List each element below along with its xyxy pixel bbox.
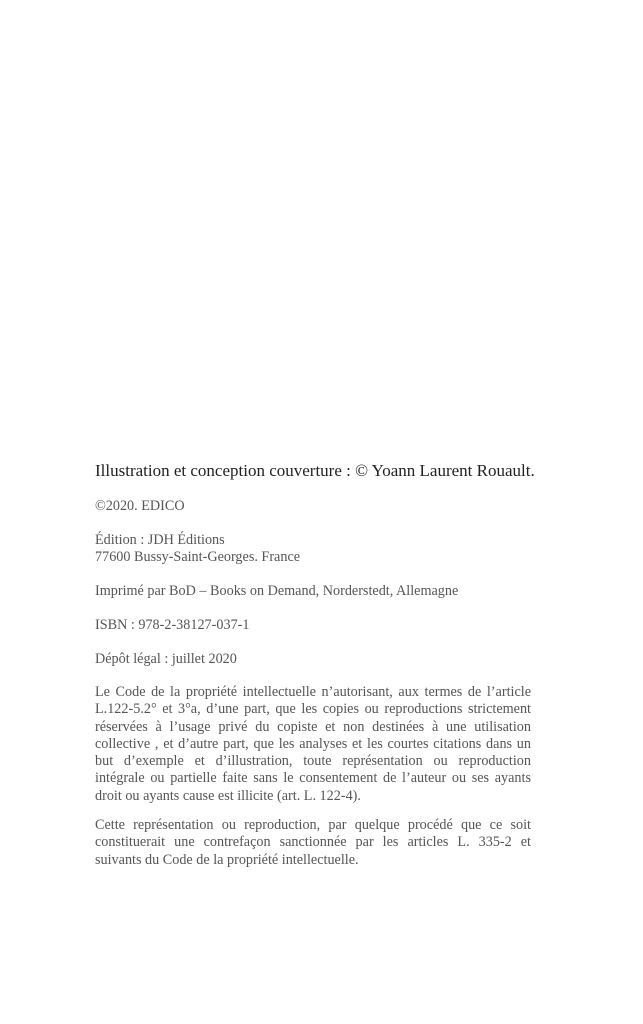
publisher-name: Édition : JDH Éditions: [95, 532, 225, 548]
colophon: [95, 461, 535, 881]
isbn: ISBN : 978-2-38127-037-1: [95, 617, 250, 633]
copyright-notice: ©2020. EDICO: [95, 498, 185, 514]
legal-deposit: Dépôt légal : juillet 2020: [95, 651, 237, 667]
cover-credits: Illustration et conception couverture : © Yoann Laurent Rouault.: [95, 461, 535, 480]
publisher-info: [95, 532, 531, 566]
legal-notice-paragraph: Le Code de la propriété intellectuelle n’autorisant, aux termes de l’article L.122-5.2° et 3°a, d’une part, que les copies ou reproductions strictement réservées à l’usage privé du copiste et non destinées à une utilisation collective , et d’autre part, que les analyses et les courtes citations dans un but d’exemple et d’illustration, toute représentation ou reproduction intégrale ou partielle faite sans le consentement de l’auteur ou ses ayants droit ou ayants cause est illicite (art. L. 122-4).: [95, 684, 531, 804]
legal-notice-paragraph-2: Cette représentation ou reproduction, par quelque procédé que ce soit constituerait une contrefaçon sanctionnée par les articles L. 335-2 et suivants du Code de la propriété intellectuelle.: [95, 817, 531, 868]
publisher-address: 77600 Bussy-Saint-Georges. France: [95, 549, 301, 565]
printer-info: Imprimé par BoD – Books on Demand, Norderstedt, Allemagne: [95, 583, 459, 599]
